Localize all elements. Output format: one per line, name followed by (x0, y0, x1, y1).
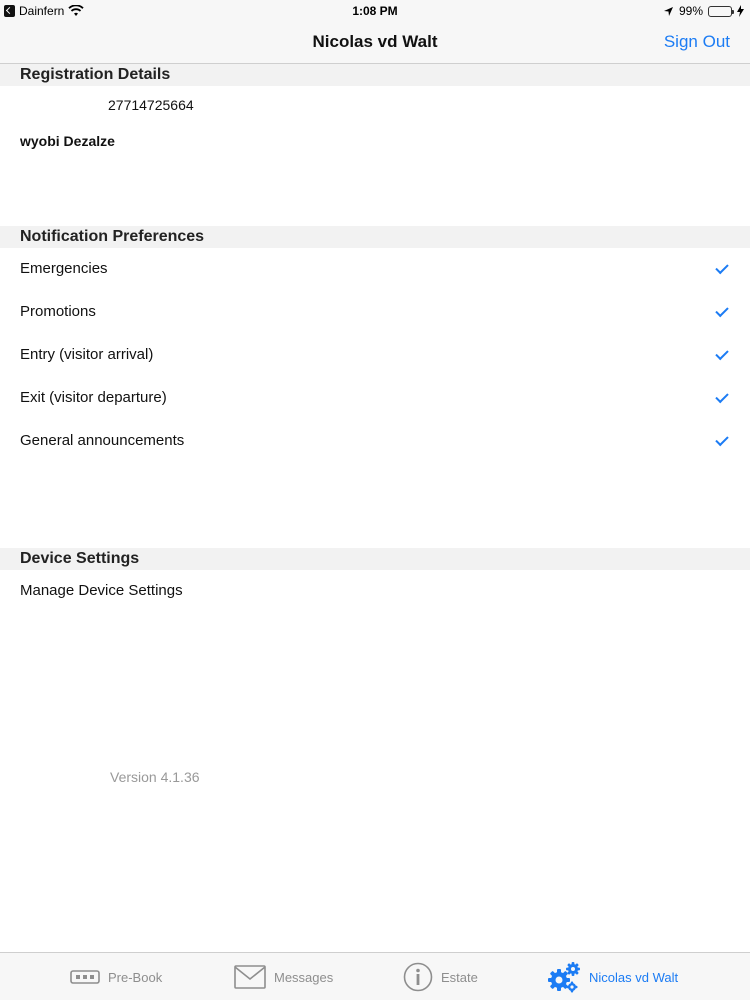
notification-label: Entry (visitor arrival) (20, 346, 154, 363)
version-label: Version 4.1.36 (110, 769, 200, 785)
battery-percent: 99% (678, 4, 703, 18)
tab-bar (0, 952, 750, 1000)
checkmark-icon (715, 304, 728, 317)
registration-section-header: Registration Details (0, 64, 750, 86)
tab-label: Pre-Book (108, 969, 163, 985)
status-right (663, 4, 744, 18)
checkmark-icon (715, 347, 728, 360)
status-time: 1:08 PM (352, 4, 398, 18)
device-section-header: Device Settings (0, 548, 750, 570)
tab-estate[interactable] (403, 953, 478, 1000)
gears-icon (547, 961, 581, 993)
tab-label: Messages (274, 969, 334, 985)
checkmark-icon (715, 261, 728, 274)
notification-label: Exit (visitor departure) (20, 389, 167, 406)
manage-device-settings-row[interactable] (0, 578, 750, 608)
battery-icon (708, 6, 732, 17)
notification-label: General announcements (20, 432, 185, 449)
sign-out-button[interactable]: Sign Out (663, 32, 730, 51)
registration-phone: 27714725664 (108, 97, 194, 113)
notification-row-general[interactable] (0, 428, 750, 458)
carrier-label: Dainfern (19, 4, 65, 18)
location-arrow-icon (663, 6, 674, 17)
checkmark-icon (715, 433, 728, 446)
registration-name: wyobi Dezalze (20, 133, 115, 149)
charging-bolt-icon (737, 5, 744, 17)
tab-label: Estate (441, 969, 478, 985)
notification-row-entry[interactable] (0, 342, 750, 372)
notification-row-exit[interactable] (0, 385, 750, 415)
status-bar (0, 0, 750, 22)
notification-row-promotions[interactable] (0, 299, 750, 329)
tab-profile[interactable] (547, 953, 678, 1000)
tab-label: Nicolas vd Walt (589, 969, 679, 985)
notification-label: Emergencies (20, 260, 108, 277)
checkmark-icon (715, 390, 728, 403)
notification-section-header: Notification Preferences (0, 226, 750, 248)
manage-device-settings-label: Manage Device Settings (20, 582, 183, 599)
tab-messages[interactable] (234, 953, 333, 1000)
info-icon (403, 962, 433, 992)
navigation-bar (0, 22, 750, 64)
notification-label: Promotions (20, 303, 96, 320)
envelope-icon (234, 965, 266, 989)
pre-book-icon (70, 970, 100, 984)
page-title: Nicolas vd Walt (312, 32, 438, 51)
tab-pre-book[interactable] (70, 953, 162, 1000)
notification-row-emergencies[interactable] (0, 256, 750, 286)
